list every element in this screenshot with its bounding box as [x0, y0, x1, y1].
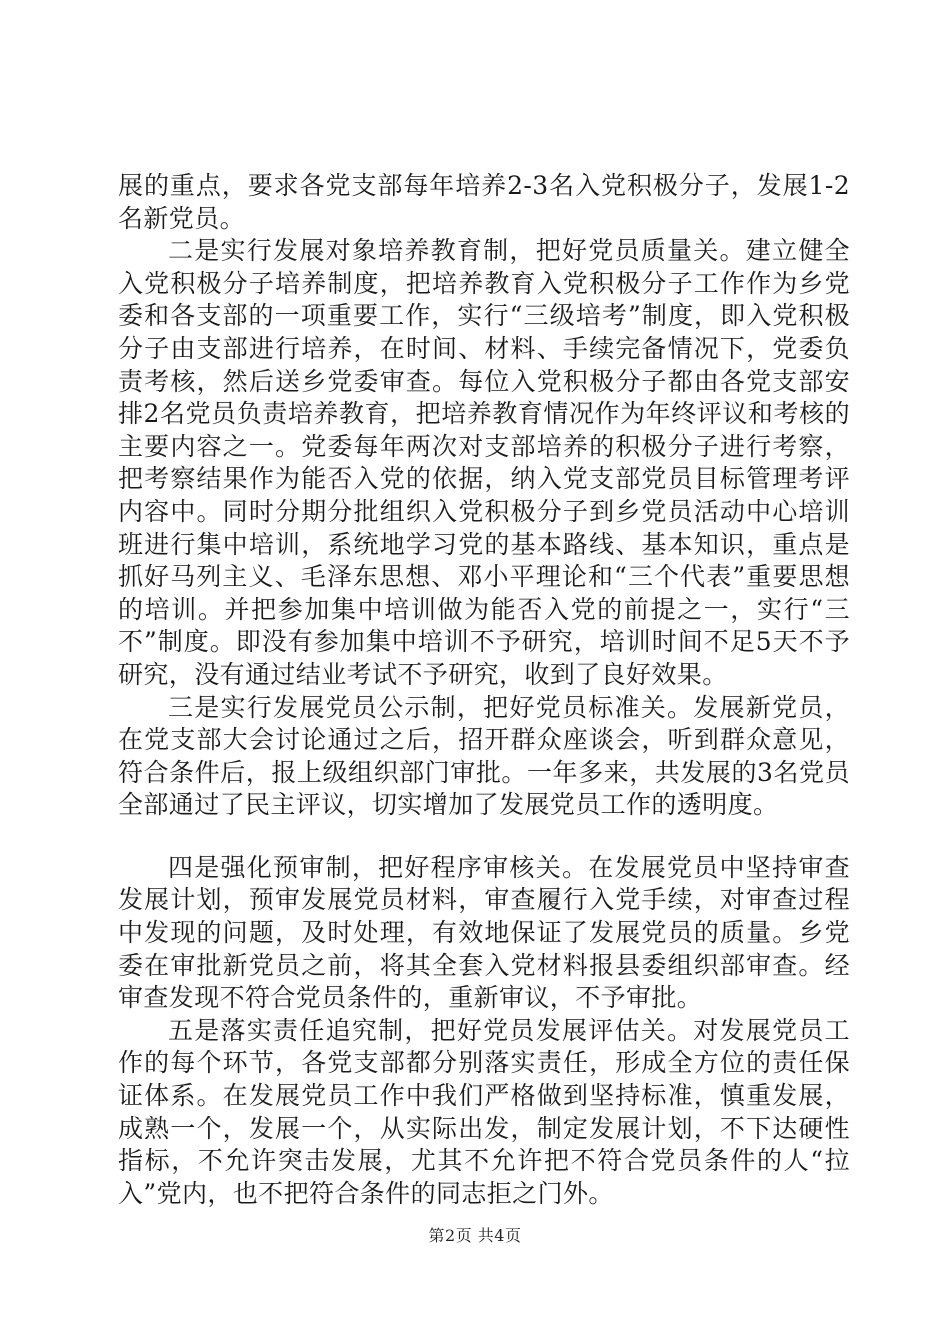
paragraph-item-two: 二是实行发展对象培养教育制，把好党员质量关。建立健全入党积极分子培养制度，把培养教育入党积极分子工作作为乡党委和各支部的一项重要工作，实行“三级培考”制度，即入党积极分子由支部进行培养，在时间、材料、手续完备情况下，党委负责考核，然后送乡党委审查。每位入党积极分子都由各党支部安排2名党员负责培养教育，把培养教育情况作为年终评议和考核的主要内容之一。党委每年两次对支部培养的积极分子进行考察，把考察结果作为能否入党的依据，纳入党支部党员目标管理考评内容中。同时分期分批组织入党积极分子到乡党员活动中心培训班进行集中培训，系统地学习党的基本路线、基本知识，重点是抓好马列主义、毛泽东思想、邓小平理论和“三个代表”重要思想的培训。并把参加集中培训做为能否入党的前提之一，实行“三不”制度。即没有参加集中培训不予研究，培训时间不足5天不予研究，没有通过结业考试不予研究，收到了良好效果。	[118, 236, 850, 689]
paragraph-item-three: 三是实行发展党员公示制，把好党员标准关。发展新党员，在党支部大会讨论通过之后，招开群众座谈会，听到群众意见，符合条件后，报上级组织部门审批。一年多来，共发展的3名党员全部通过了民主评议，切实增加了发展党员工作的透明度。	[118, 692, 850, 820]
page-number-footer: 第2页 共4页	[428, 1226, 522, 1245]
paragraph-item-five: 五是落实责任追究制，把好党员发展评估关。对发展党员工作的每个环节，各党支部都分别落实责任，形成全方位的责任保证体系。在发展党员工作中我们严格做到坚持标准，慎重发展，成熟一个，发展一个，从实际出发，制定发展计划，不下达硬性指标，不允许突击发展，尤其不允许把不符合党员条件的人“拉入”党内，也不把符合条件的同志拒之门外。	[118, 1015, 850, 1208]
paragraph-continuation: 展的重点，要求各党支部每年培养2-3名入党积极分子，发展1-2名新党员。	[118, 171, 850, 233]
paragraph-item-four: 四是强化预审制，把好程序审核关。在发展党员中坚持审查发展计划，预审发展党员材料，审查履行入党手续，对审查过程中发现的问题，及时处理，有效地保证了发展党员的质量。乡党委在审批新党员之前，将其全套入党材料报县委组织部审查。经审查发现不符合党员条件的，重新审议，不予审批。	[118, 852, 850, 1013]
body-text	[118, 170, 850, 1210]
